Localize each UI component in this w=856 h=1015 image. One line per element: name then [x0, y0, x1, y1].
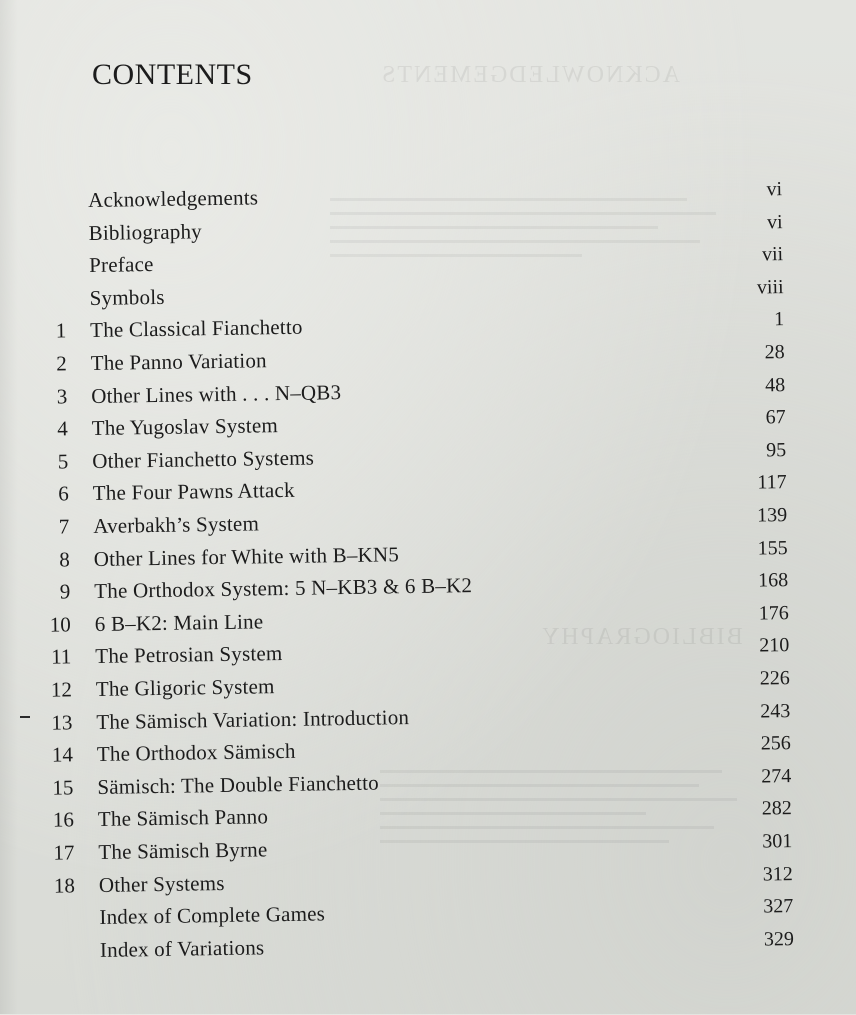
entry-title: The Sämisch Variation: Introduction	[96, 704, 410, 734]
chapter-number: 3	[56, 383, 68, 409]
chapter-number: 4	[57, 416, 68, 441]
chapter-number: 15	[52, 775, 74, 800]
entry-title: Acknowledgements	[87, 185, 259, 213]
page-number: 28	[764, 341, 785, 364]
entry-title: Bibliography	[88, 218, 203, 245]
entry-title: The Classical Fianchetto	[90, 315, 303, 343]
chapter-number: 8	[59, 546, 70, 572]
entry-title: Preface	[88, 252, 154, 278]
entry-title: Other Systems	[98, 870, 225, 897]
entry-title: The Yugoslav System	[91, 413, 279, 441]
page-number: 1	[773, 308, 785, 331]
chapter-number: 13	[51, 709, 73, 735]
chapter-number: 9	[59, 579, 71, 604]
entry-title: The Sämisch Panno	[97, 804, 269, 832]
entry-title: Symbols	[89, 284, 165, 310]
page-number: 301	[762, 830, 793, 853]
entry-title: The Sämisch Byrne	[98, 837, 268, 864]
chapter-number: 16	[52, 807, 75, 833]
entry-title: 6 B–K2: Main Line	[94, 609, 264, 636]
chapter-number: 1	[55, 318, 67, 343]
page-number: 256	[760, 732, 791, 755]
entry-title: Other Lines for White with B–KN5	[93, 541, 400, 571]
page-number: 155	[757, 536, 788, 560]
page-number: vi	[766, 210, 783, 233]
chapter-number	[11, 903, 75, 904]
page-number: viii	[756, 275, 784, 299]
chapter-number	[1, 251, 65, 252]
entry-title: The Four Pawns Attack	[92, 478, 295, 506]
page-number: 327	[763, 895, 794, 918]
page-number: 168	[758, 569, 789, 592]
page-number: 243	[760, 699, 791, 723]
page-number: 210	[759, 634, 790, 657]
page-number: 176	[758, 601, 789, 625]
chapter-number: 11	[50, 644, 72, 670]
bleed-through-heading-middle: BIBLIOGRAPHY	[540, 624, 743, 650]
page-number: 274	[761, 764, 792, 788]
chapter-number	[12, 935, 76, 936]
chapter-number: 18	[53, 872, 76, 898]
entry-title: Sämisch: The Double Fianchetto	[97, 770, 380, 799]
chapter-number: 17	[53, 840, 75, 865]
entry-title: The Gligoric System	[95, 674, 275, 701]
page-number: 312	[762, 862, 793, 886]
chapter-number: 10	[49, 612, 72, 637]
chapter-number: 5	[57, 449, 69, 474]
page-number: 139	[757, 504, 788, 527]
chapter-number	[1, 283, 65, 284]
page-number: 67	[765, 406, 786, 429]
entry-title: Other Lines with . . . N–QB3	[91, 379, 342, 408]
entry-title: Other Fianchetto Systems	[92, 445, 315, 473]
page-number: 329	[763, 927, 795, 951]
bleed-through-heading-top: ACKNOWLEDGEMENTS	[380, 62, 680, 88]
entry-title: Averbakh’s System	[93, 511, 260, 538]
chapter-number: 14	[51, 742, 74, 767]
entry-title: Index of Variations	[99, 935, 265, 962]
entry-title: The Orthodox Sämisch	[96, 739, 296, 767]
entry-title: Index of Complete Games	[99, 901, 326, 930]
chapter-number: 7	[58, 514, 70, 539]
chapter-number	[0, 185, 64, 186]
chapter-number: 2	[56, 351, 67, 376]
page-number: 282	[761, 797, 792, 820]
chapter-number	[0, 218, 64, 219]
entry-title: The Petrosian System	[95, 641, 283, 669]
chapter-number: 6	[58, 481, 69, 506]
page-number: vii	[761, 243, 784, 266]
entry-title: The Panno Variation	[90, 348, 267, 376]
page-number: 226	[759, 667, 790, 690]
page-title: CONTENTS	[92, 58, 253, 91]
chapter-number: 12	[50, 677, 73, 702]
page-number: 48	[764, 373, 786, 397]
page-number: vi	[766, 178, 783, 201]
page-number: 117	[757, 471, 787, 494]
page-number: 95	[765, 438, 787, 462]
entry-title: The Orthodox System: 5 N–KB3 & 6 B–K2	[94, 573, 473, 604]
